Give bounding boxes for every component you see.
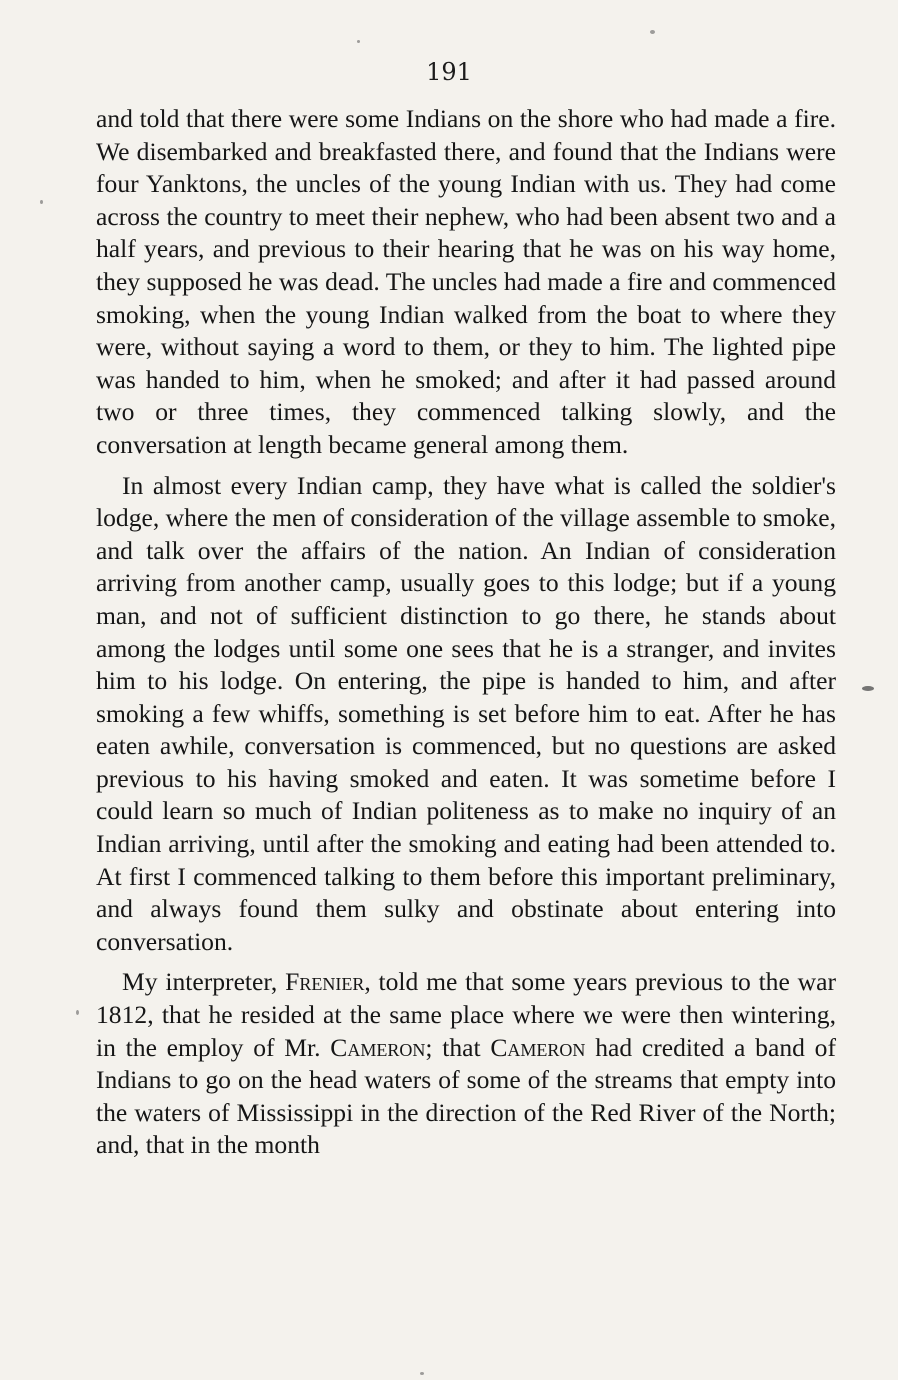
- paragraph-text-segment: ; that: [425, 1032, 491, 1062]
- scan-speck: [357, 40, 360, 43]
- name-frenier: Frenier: [285, 967, 365, 997]
- paragraph-text-segment: had credited a band of Indians to go on the head waters of some of the streams that empty into the waters of Mississippi in the direction of the Red River of the North; and, that in the month: [96, 1032, 836, 1160]
- paragraph-soldiers-lodge: In almost every Indian camp, they have what is called the soldier's lodge, where the men of consideration of the village assemble to smoke, and talk over the affairs of the nation. An Indian of consideration arriving from another camp, usually goes to this lodge; but if a young man, and not of sufficient distinction to go there, he stands about among the lodges until some one sees that he is a stranger, and invites him to his lodge. On entering, the pipe is handed to him, and after smoking a few whiffs, something is set before him to eat. After he has eaten awhile, conversation is commenced, but no questions are asked previous to his having smoked and eaten. It was sometime before I could learn so much of Indian politeness as to make no inquiry of an Indian arriving, until after the smoking and eating had been attended to. At first I commenced talking to them before this important preliminary, and always found them sulky and obstinate about entering into conversation.: [96, 470, 836, 956]
- paragraph-continuation: and told that there were some Indians on the shore who had made a fire. We disembarked and breakfasted there, and found that the Indians were four Yanktons, the uncles of the young Indian with us. They had come across the country to meet their nephew, who had been absent two and a half years, and previous to their hearing that he was on his way home, they supposed he was dead. The uncles had made a fire and commenced smoking, when the young Indian walked from the boat to where they were, without saying a word to them, or they to him. The lighted pipe was handed to him, when he smoked; and after it had passed around two or three times, they commenced talking slowly, and the conversation at length became general among them.: [96, 104, 836, 459]
- scan-speck: [40, 200, 43, 204]
- page-body-text: [96, 103, 836, 1162]
- paragraph-text-segment: , told me that some years previous to the war 1812, that he resided at the same place where we were then wintering, in the employ of Mr.: [96, 967, 836, 1062]
- scan-speck: [650, 30, 655, 34]
- paragraph-text-segment: My interpreter,: [122, 967, 286, 997]
- page-number: 191: [426, 58, 472, 86]
- scan-speck: [862, 686, 874, 691]
- name-cameron: Cameron: [330, 1032, 426, 1062]
- paragraph-interpreter: [96, 966, 836, 1162]
- scan-speck: [420, 1372, 424, 1375]
- scan-speck: [76, 1010, 79, 1015]
- name-cameron: Cameron: [490, 1032, 586, 1062]
